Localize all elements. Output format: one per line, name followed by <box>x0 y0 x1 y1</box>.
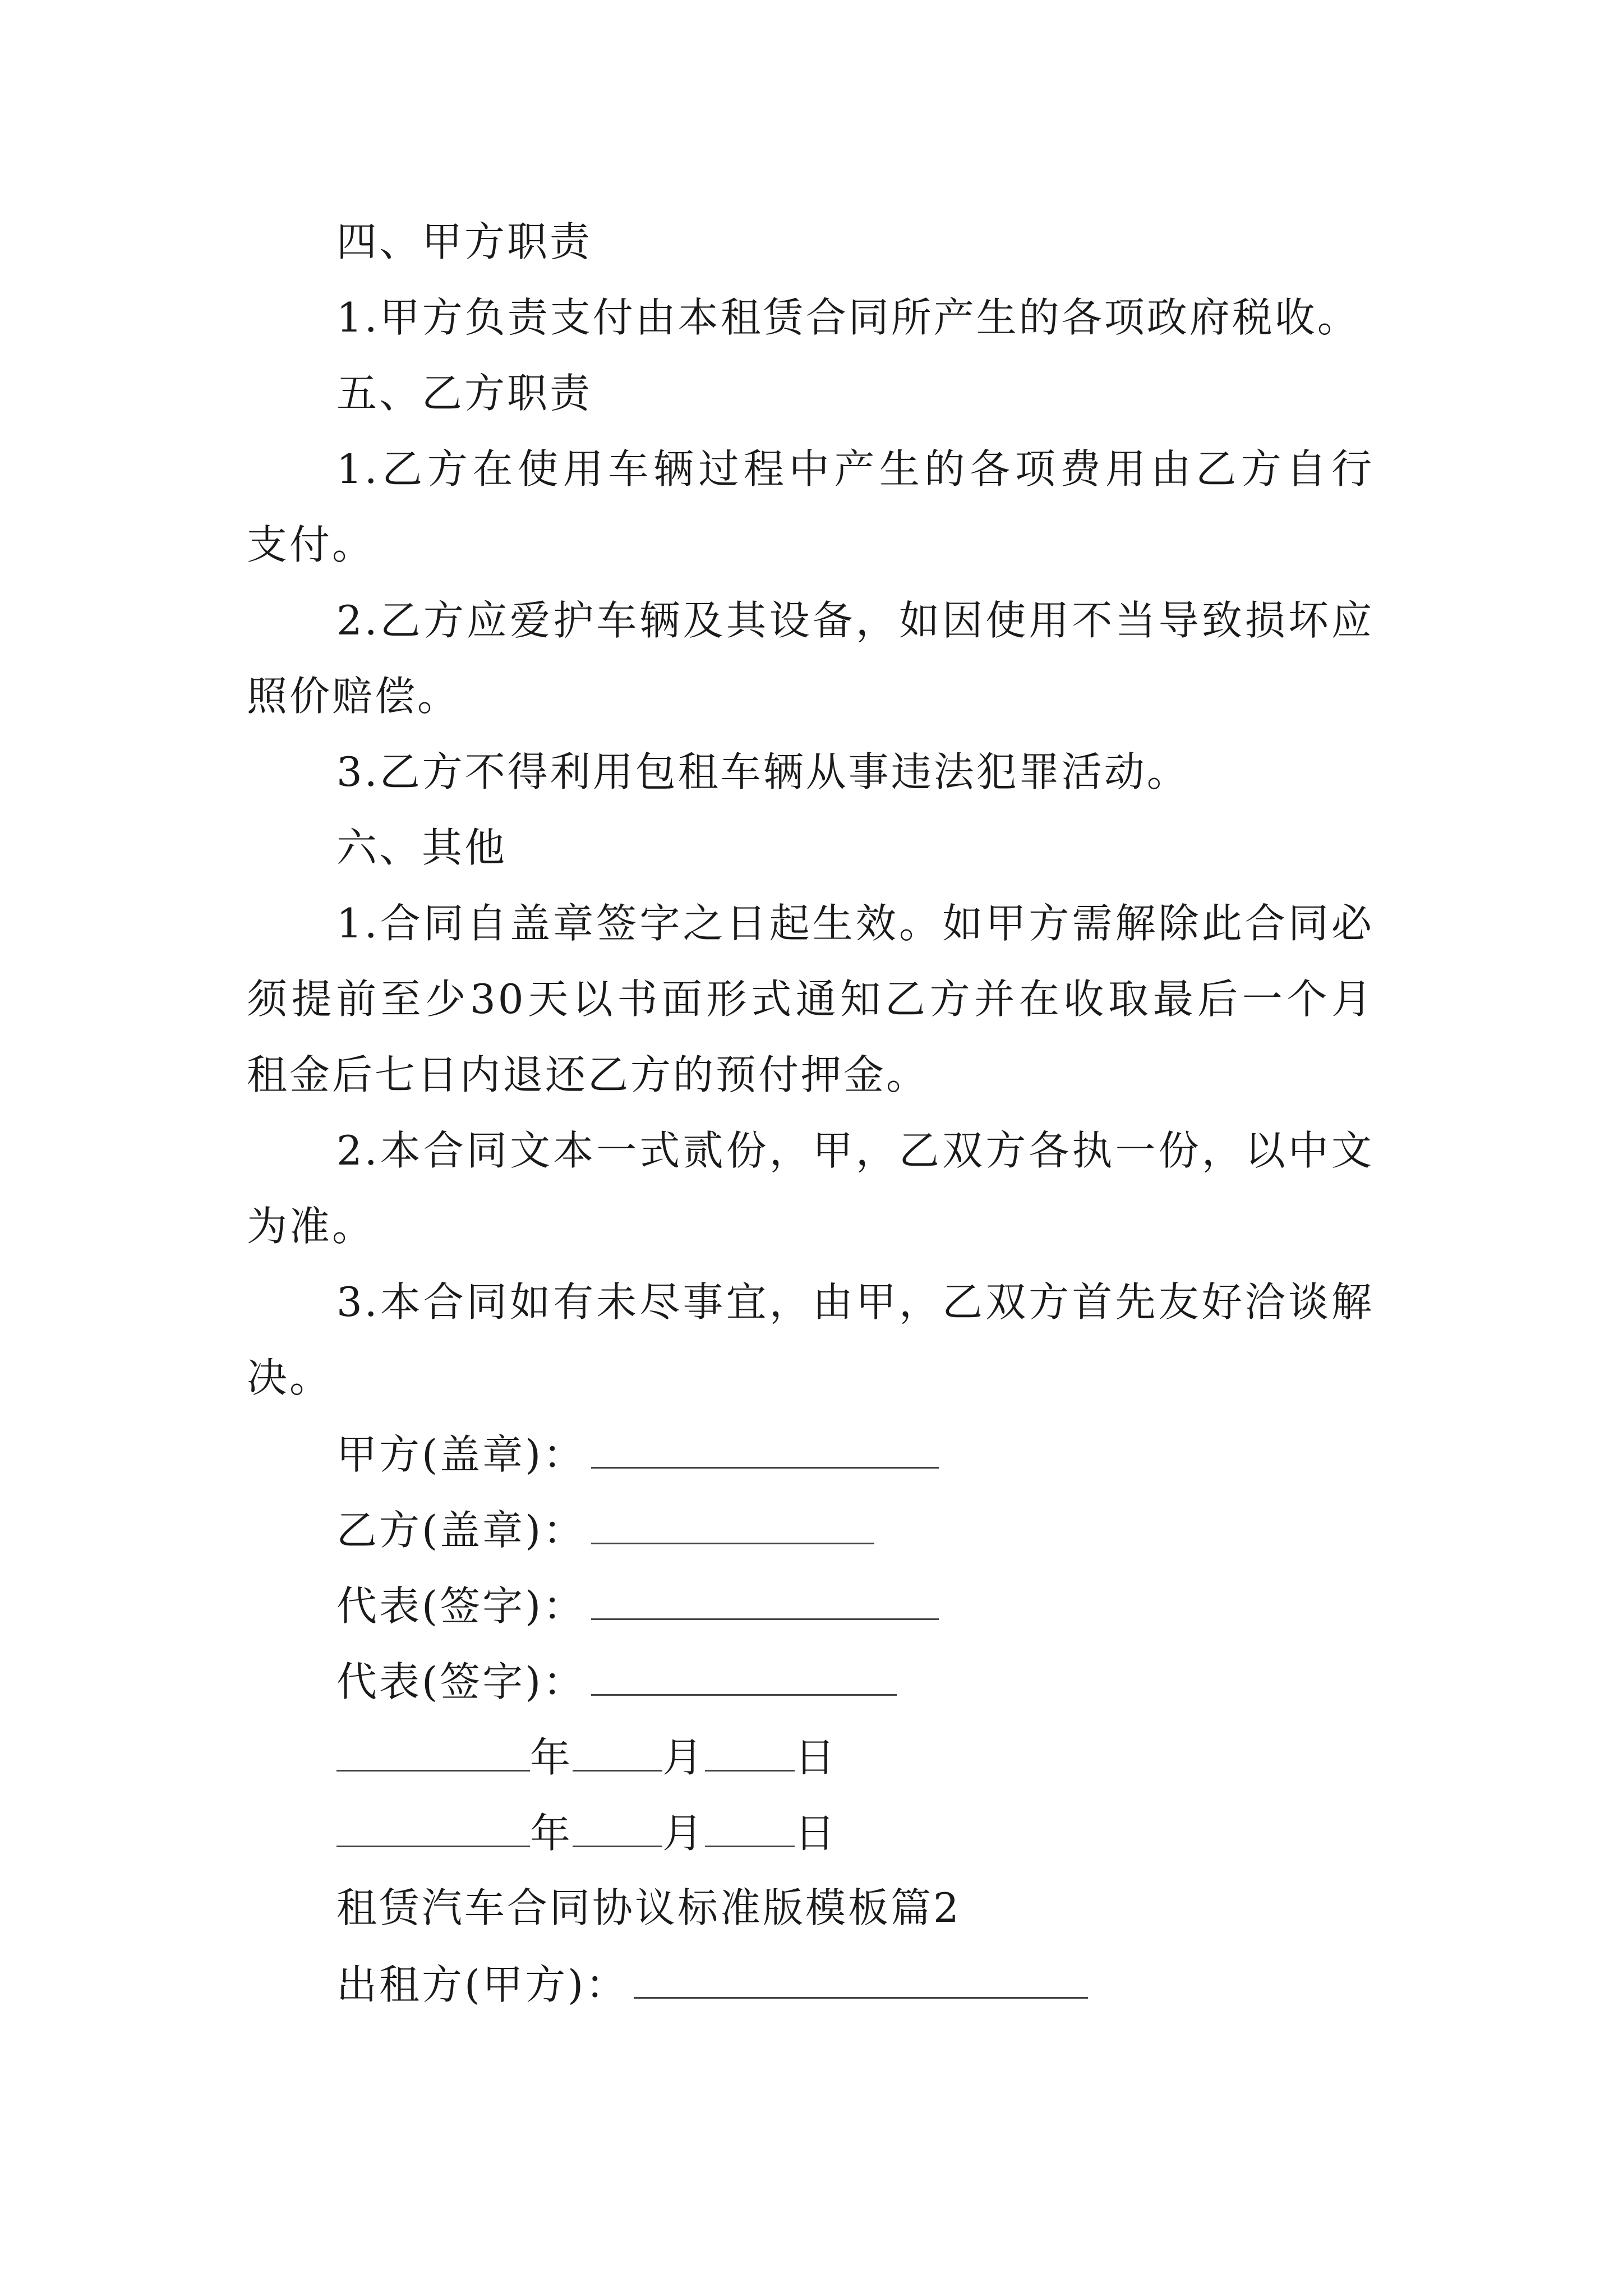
year-label: 年 <box>530 1734 573 1781</box>
day-label: 日 <box>795 1810 838 1857</box>
signature-blank <box>591 1660 897 1696</box>
paragraph-line: 租金后七日内退还乙方的预付押金。 <box>247 1051 929 1098</box>
signature-party-b <box>336 1507 874 1554</box>
date-line-2 <box>336 1810 838 1857</box>
year-blank <box>336 1736 530 1772</box>
paragraph-line: 2.本合同文本一式贰份，甲，乙双方各执一份，以中文 <box>336 1127 1374 1174</box>
heading-party-b-duties: 五、乙方职责 <box>336 370 593 417</box>
lessor-line <box>336 1961 1088 2008</box>
paragraph-line: 支付。 <box>247 521 375 568</box>
year-blank <box>336 1812 530 1847</box>
signature-label: 代表(签字)： <box>336 1582 586 1630</box>
day-label: 日 <box>795 1734 838 1781</box>
paragraph-line: 3.本合同如有未尽事宜，由甲，乙双方首先友好洽谈解 <box>336 1278 1374 1326</box>
heading-other: 六、其他 <box>336 824 508 871</box>
paragraph-line: 2.乙方应爱护车辆及其设备，如因使用不当导致损坏应 <box>336 597 1374 644</box>
heading-party-a-duties: 四、甲方职责 <box>336 218 593 265</box>
signature-label: 代表(签字)： <box>336 1658 586 1705</box>
signature-blank <box>591 1585 939 1620</box>
date-line-1 <box>336 1734 838 1781</box>
paragraph-line: 1.甲方负责支付由本租赁合同所产生的各项政府税收。 <box>336 294 1360 341</box>
signature-blank <box>591 1509 874 1544</box>
paragraph-line: 为准。 <box>247 1203 375 1250</box>
signature-blank <box>591 1433 939 1469</box>
paragraph-line: 1.乙方在使用车辆过程中产生的各项费用由乙方自行 <box>336 445 1374 493</box>
month-label: 月 <box>662 1810 706 1857</box>
section-title: 租赁汽车合同协议标准版模板篇2 <box>336 1884 961 1931</box>
paragraph-line: 3.乙方不得利用包租车辆从事违法犯罪活动。 <box>336 748 1189 795</box>
paragraph-line: 决。 <box>247 1354 333 1401</box>
paragraph-line: 照价赔偿。 <box>247 673 460 720</box>
signature-party-a <box>336 1431 939 1478</box>
paragraph-line: 须提前至少30天以书面形式通知乙方并在收取最后一个月 <box>247 976 1374 1023</box>
month-blank <box>573 1812 662 1847</box>
month-label: 月 <box>662 1734 706 1781</box>
day-blank <box>705 1812 795 1847</box>
signature-representative-2 <box>336 1658 897 1705</box>
signature-label: 乙方(盖章)： <box>336 1507 586 1554</box>
lessor-label: 出租方(甲方)： <box>336 1961 629 2008</box>
month-blank <box>573 1736 662 1772</box>
signature-label: 甲方(盖章)： <box>336 1431 586 1478</box>
lessor-blank <box>634 1963 1088 1999</box>
signature-representative-1 <box>336 1582 939 1630</box>
paragraph-line: 1.合同自盖章签字之日起生效。如甲方需解除此合同必 <box>336 900 1374 947</box>
day-blank <box>705 1736 795 1772</box>
year-label: 年 <box>530 1810 573 1857</box>
